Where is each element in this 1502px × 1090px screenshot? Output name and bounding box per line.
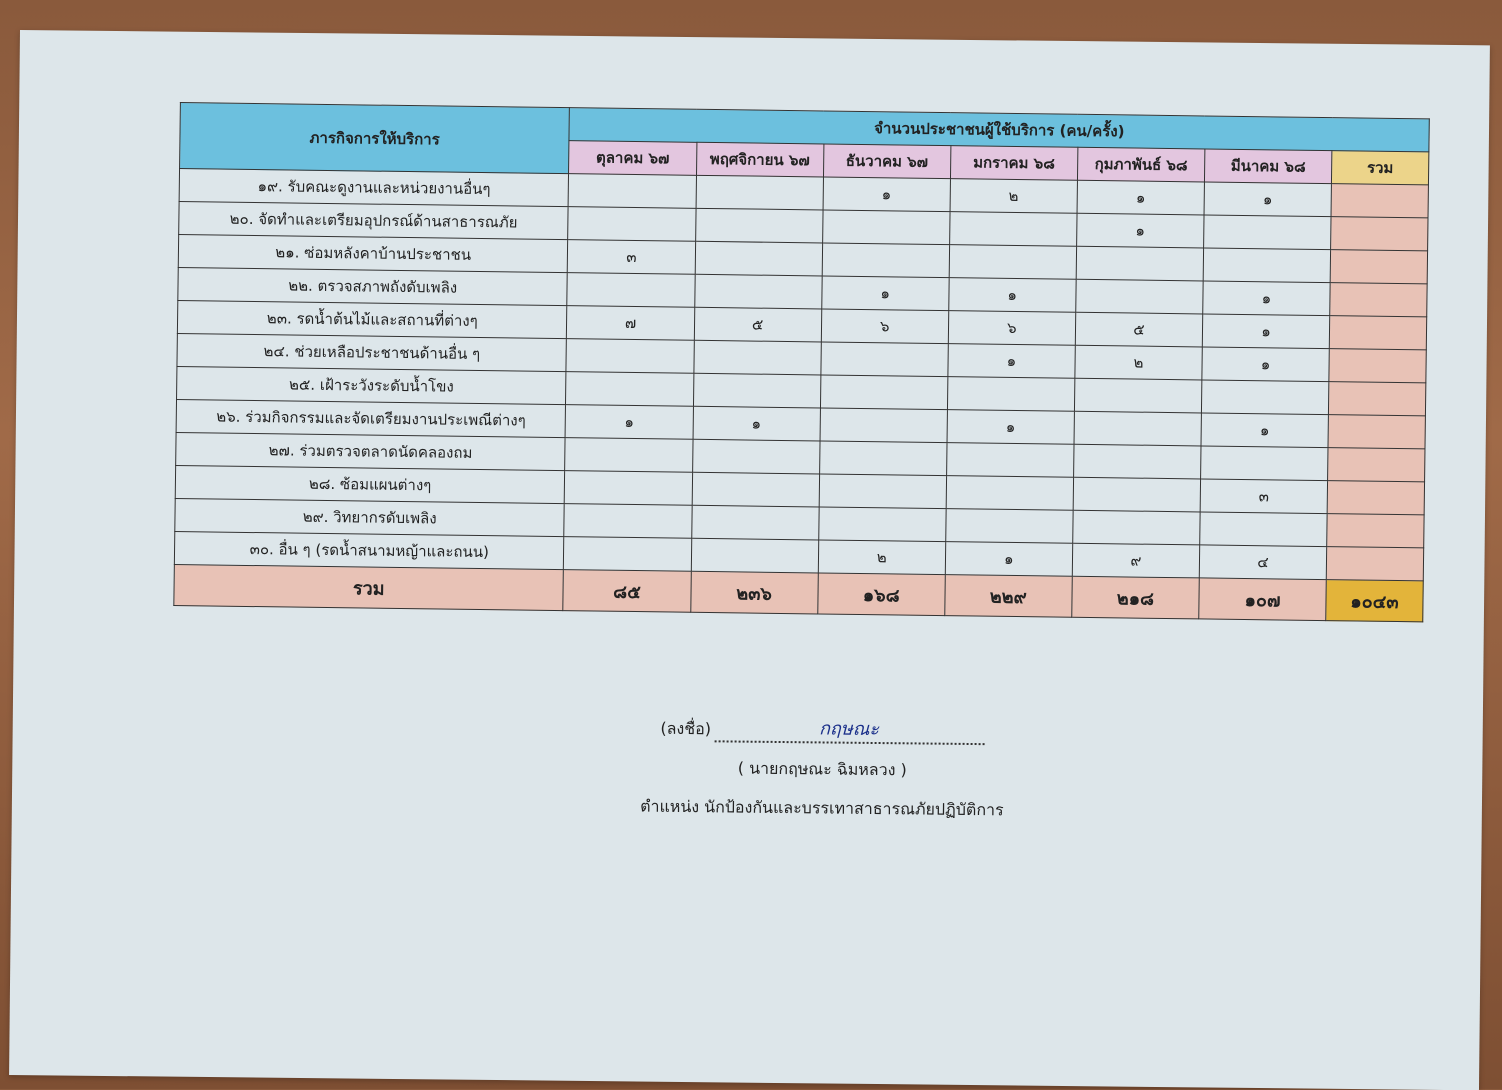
- row-sum-cell: [1331, 184, 1428, 218]
- total-cell: ๑๐๗: [1199, 578, 1327, 621]
- count-cell: [1073, 510, 1201, 545]
- grand-total-cell: ๑๐๔๓: [1326, 580, 1423, 622]
- count-cell: [695, 241, 823, 276]
- count-cell: [1204, 215, 1332, 250]
- count-cell: ๑: [945, 542, 1073, 577]
- count-cell: [566, 339, 694, 374]
- count-cell: [820, 375, 948, 410]
- total-cell: ๑๖๘: [817, 573, 945, 616]
- count-cell: [692, 439, 820, 474]
- month-header: กุมภาพันธ์ ๖๘: [1077, 147, 1205, 182]
- count-cell: [692, 472, 820, 507]
- count-cell: [1200, 512, 1328, 547]
- task-label: ๑๙. รับคณะดูงานและหน่วยงานอื่นๆ: [179, 169, 569, 207]
- count-cell: ๑: [821, 276, 949, 311]
- count-cell: [693, 373, 821, 408]
- count-cell: [820, 408, 948, 443]
- count-cell: ๓: [568, 240, 696, 275]
- count-cell: ๑: [565, 405, 693, 440]
- row-sum-cell: [1330, 250, 1427, 284]
- handwritten-signature: กฤษณะ: [818, 718, 880, 741]
- total-cell: ๘๕: [563, 570, 691, 613]
- task-label: ๒๘. ซ้อมแผนต่างๆ: [175, 466, 565, 504]
- count-cell: [568, 207, 696, 242]
- count-cell: ๑: [1076, 213, 1204, 248]
- count-cell: ๖: [821, 309, 949, 344]
- task-column-header: ภารกิจการให้บริการ: [180, 103, 570, 174]
- month-header: มีนาคม ๖๘: [1204, 149, 1332, 184]
- count-cell: [947, 377, 1075, 412]
- task-label: ๓๐. อื่น ๆ (รดน้ำสนามหญ้าและถนน): [174, 532, 564, 570]
- count-cell: ๑: [947, 410, 1075, 445]
- count-cell: ๑: [1204, 182, 1332, 217]
- total-cell: ๒๓๖: [690, 571, 818, 614]
- row-sum-cell: [1327, 514, 1424, 548]
- count-cell: ๑: [1202, 347, 1330, 382]
- task-label: ๒๖. ร่วมกิจกรรมและจัดเตรียมงานประเพณีต่างๆ: [176, 400, 566, 438]
- month-header: ธันวาคม ๖๗: [823, 144, 951, 179]
- count-cell: [1073, 444, 1201, 479]
- month-header: มกราคม ๖๘: [950, 146, 1078, 181]
- count-cell: ๑: [949, 278, 1077, 313]
- count-cell: ๑: [823, 177, 951, 212]
- count-cell: [691, 538, 819, 573]
- count-cell: [1201, 446, 1329, 481]
- count-cell: ๕: [694, 307, 822, 342]
- sign-prefix: (ลงชื่อ): [660, 718, 712, 739]
- count-cell: [696, 175, 824, 210]
- task-label: ๒๙. วิทยากรดับเพลิง: [175, 499, 565, 537]
- sum-column-header: รวม: [1332, 151, 1429, 185]
- count-cell: [564, 537, 692, 572]
- count-cell: [822, 210, 950, 245]
- count-cell: [946, 476, 1074, 511]
- count-cell: [1201, 380, 1329, 415]
- task-label: ๒๕. เฝ้าระวังระดับน้ำโขง: [177, 367, 567, 405]
- task-label: ๒๐. จัดทำและเตรียมอุปกรณ์ด้านสาธารณภัย: [179, 202, 569, 240]
- count-cell: [949, 245, 1077, 280]
- task-label: ๒๗. ร่วมตรวจตลาดนัดคลองถม: [176, 433, 566, 471]
- count-cell: [564, 504, 692, 539]
- document-page: [9, 30, 1490, 1090]
- row-sum-cell: [1330, 283, 1427, 317]
- count-cell: [819, 474, 947, 509]
- count-cell: [565, 471, 693, 506]
- count-cell: [822, 243, 950, 278]
- count-cell: [566, 372, 694, 407]
- count-cell: [1203, 248, 1331, 283]
- count-cell: [949, 212, 1077, 247]
- count-cell: [819, 441, 947, 476]
- row-sum-cell: [1327, 481, 1424, 515]
- month-header: ตุลาคม ๖๗: [569, 141, 697, 176]
- row-sum-cell: [1326, 547, 1423, 581]
- count-cell: ๑: [693, 406, 821, 441]
- signature-dotted-line: [715, 718, 985, 745]
- total-cell: ๒๒๙: [945, 575, 1073, 618]
- users-count-group-header: จำนวนประชาชนผู้ใช้บริการ (คน/ครั้ง): [569, 108, 1429, 152]
- count-cell: [1073, 477, 1201, 512]
- signature-line: [613, 716, 1033, 745]
- count-cell: [691, 505, 819, 540]
- task-label: ๒๔. ช่วยเหลือประชาชนด้านอื่น ๆ: [177, 334, 567, 372]
- task-label: ๒๑. ซ่อมหลังคาบ้านประชาชน: [178, 235, 568, 273]
- count-cell: ๓: [1200, 479, 1328, 514]
- count-cell: ๑: [1203, 281, 1331, 316]
- row-sum-cell: [1328, 448, 1425, 482]
- count-cell: ๗: [567, 306, 695, 341]
- count-cell: ๒: [1075, 345, 1203, 380]
- total-label: รวม: [174, 565, 564, 611]
- count-cell: [1076, 279, 1204, 314]
- count-cell: ๕: [1075, 312, 1203, 347]
- count-cell: ๖: [948, 311, 1076, 346]
- count-cell: ๑: [1202, 314, 1330, 349]
- count-cell: [695, 208, 823, 243]
- count-cell: [693, 340, 821, 375]
- count-cell: ๑: [948, 344, 1076, 379]
- signature-block: [612, 716, 1033, 823]
- table-body: [174, 169, 1428, 581]
- count-cell: [1076, 246, 1204, 281]
- signer-name: ( นายกฤษณะ ฉิมหลวง ): [737, 758, 907, 780]
- count-cell: [1074, 378, 1202, 413]
- row-sum-cell: [1329, 316, 1426, 350]
- count-cell: [567, 273, 695, 308]
- service-statistics-table: [173, 102, 1429, 622]
- count-cell: [565, 438, 693, 473]
- count-cell: ๑: [1077, 180, 1205, 215]
- task-label: ๒๓. รดน้ำต้นไม้และสถานที่ต่างๆ: [177, 301, 567, 339]
- count-cell: ๙: [1072, 543, 1200, 578]
- count-cell: [1074, 411, 1202, 446]
- count-cell: ๒: [950, 179, 1078, 214]
- count-cell: [694, 274, 822, 309]
- row-sum-cell: [1329, 382, 1426, 416]
- row-sum-cell: [1328, 415, 1425, 449]
- count-cell: ๑: [1201, 413, 1329, 448]
- count-cell: [569, 174, 697, 209]
- count-cell: ๒: [818, 540, 946, 575]
- signer-position: ตำแหน่ง นักป้องกันและบรรเทาสาธารณภัยปฏิบัติการ: [640, 796, 1004, 820]
- row-sum-cell: [1331, 217, 1428, 251]
- count-cell: [821, 342, 949, 377]
- count-cell: [946, 443, 1074, 478]
- month-header: พฤศจิกายน ๖๗: [696, 142, 824, 177]
- row-sum-cell: [1329, 349, 1426, 383]
- count-cell: [818, 507, 946, 542]
- count-cell: ๔: [1199, 545, 1327, 580]
- count-cell: [945, 509, 1073, 544]
- total-cell: ๒๑๘: [1072, 576, 1200, 619]
- task-label: ๒๒. ตรวจสภาพถังดับเพลิง: [178, 268, 568, 306]
